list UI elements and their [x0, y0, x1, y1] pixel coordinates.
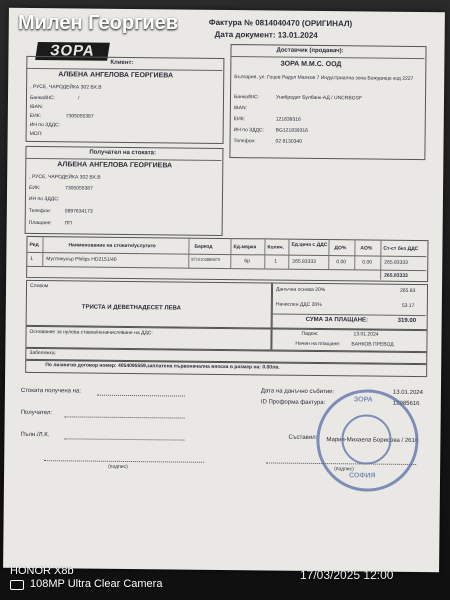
- supplier-vat-value: BG121839316: [275, 127, 308, 134]
- tax-base-value: 265.83: [399, 287, 416, 295]
- supplier-bank-label: Банка/BIC:: [233, 94, 260, 101]
- total-due-value: 319.00: [397, 317, 417, 325]
- stamp-top-text: ЗОРА: [353, 396, 373, 404]
- client-bank-label: Банка/BIC:: [29, 94, 56, 102]
- col-header-no: Ред: [29, 241, 39, 249]
- row-1-barcode: 8710103885870: [191, 256, 221, 262]
- amount-in-words: ТРИСТА И ДЕВЕТНАДЕСЕТ ЛЕВА: [81, 304, 181, 312]
- row-1-name: Мултикукър Philips HD2151/40: [46, 256, 117, 263]
- receiver-eik-label: ЕИК:: [29, 184, 41, 192]
- notes-label: Забележка:: [29, 349, 57, 357]
- supplier-phone-label: Телефон:: [233, 138, 256, 145]
- receiver-payment-label: Плащане:: [28, 219, 52, 227]
- row-1-ao: 0.00: [362, 259, 373, 266]
- receiver-payment-value: ПП: [64, 220, 72, 227]
- col-header-total: Ст-ст без ДДС: [383, 245, 419, 253]
- client-eik-label: ЕИК:: [29, 112, 42, 120]
- company-stamp: [316, 389, 419, 492]
- supplier-eik-label: ЕИК:: [233, 116, 246, 123]
- row-1-price: 265.83333: [292, 258, 316, 265]
- row-1-no: 1: [30, 255, 34, 262]
- receiver-heading: Получател на стоката:: [89, 149, 157, 157]
- payment-method-value: БАНКОВ ПРЕВОД: [351, 341, 394, 348]
- supplier-bank-value: УниКредит Булбанк-АД / UNCRBGSF: [275, 94, 363, 102]
- receiver-eik-value: 7305055387: [65, 185, 93, 192]
- receiver-vat-label: ИН по ЗДДС:: [28, 195, 60, 203]
- overlay-user-name: Милен Георгиев: [18, 12, 179, 34]
- col-header-qty: Колич.: [267, 244, 285, 251]
- zero-vat-label: Основание за нулева ставка/неначисляване на ДДС:: [29, 328, 153, 337]
- compiled-by-label: Съставил:: [288, 434, 318, 441]
- table-subtotal: 265.83333: [384, 272, 408, 279]
- client-mol-label: МОЛ:: [29, 130, 43, 138]
- supplier-name: ЗОРА М.М.С. ООД: [280, 60, 342, 69]
- compiled-by-value: Мария-Михаела Борисова / 2616: [326, 437, 419, 445]
- client-iban-label: IBAN:: [29, 103, 43, 111]
- proforma-value: 12985616: [392, 400, 420, 408]
- receiver-phone-value: 0897634173: [64, 208, 93, 215]
- client-eik-value: 7305055387: [65, 113, 94, 120]
- supplier-address: България, ул. Гоцев Радул Малков 7 Индустриална зона Божурище код 2227: [234, 74, 414, 82]
- due-date-label: Падеж:: [301, 330, 319, 337]
- col-header-ao: АО%: [360, 245, 373, 252]
- words-label: Словом: [30, 282, 49, 290]
- stamp-bottom-text: СОФИЯ: [349, 472, 376, 480]
- receiver-address: , РУСЕ, ЧАРОДЕЙКА 302 ВХ.В: [29, 173, 101, 181]
- signature-label-left: (подпис): [108, 463, 128, 471]
- tax-event-label: Дата на данъчно събитие:: [260, 388, 335, 396]
- client-vat-label: ИН по ЗДДС:: [29, 121, 61, 129]
- client-heading: Клиент:: [110, 59, 134, 67]
- row-1-unit: бр: [244, 258, 250, 265]
- camera-brand-watermark: HONOR X8b: [10, 565, 74, 577]
- row-1-qty: 1: [274, 258, 278, 265]
- goods-received-label: Стоката получена на:: [20, 387, 82, 395]
- supplier-heading: Доставчик (продавач):: [276, 47, 344, 55]
- col-header-price: Ед.цена с ДДС: [291, 241, 328, 249]
- client-address: , РУСЕ, ЧАРОДЕЙКА 302 ВХ.В: [30, 83, 102, 91]
- photo-datetime-watermark: 17/03/2025 12:00: [300, 568, 394, 582]
- col-header-do: ДО%: [334, 245, 347, 252]
- recipient-label: Получател:: [20, 409, 53, 417]
- payment-method-label: Начин на плащане:: [295, 340, 341, 348]
- due-date-value: 13.01.2024: [353, 331, 379, 338]
- receiver-name: АЛБЕНА АНГЕЛОВА ГЕОРГИЕВА: [57, 161, 173, 170]
- tax-event-value: 13.01.2024: [392, 389, 423, 397]
- receiver-phone-label: Телефон:: [28, 207, 51, 215]
- authorization-label: Пълн./Л.К.: [20, 431, 50, 439]
- col-header-unit: Ед.мярка: [233, 244, 257, 251]
- camera-model-watermark: 108MP Ultra Clear Camera: [30, 578, 163, 590]
- invoice-document: [3, 8, 445, 573]
- row-1-total: 265.83333: [384, 259, 408, 266]
- client-bank-value: /: [77, 95, 80, 102]
- row-1-do: 0.00: [336, 259, 347, 266]
- supplier-phone-value: 02 8130340: [275, 138, 303, 145]
- supplier-eik-value: 121839316: [275, 116, 301, 123]
- proforma-label: ID Проформа фактура:: [260, 399, 326, 407]
- supplier-iban-label: IBAN:: [233, 105, 247, 112]
- supplier-vat-label: ИН по ЗДДС:: [233, 127, 264, 134]
- col-header-barcode: Баркод: [194, 243, 213, 250]
- invoice-number: Фактура № 0814040470 (ОРИГИНАЛ): [208, 17, 353, 29]
- vat-label: Начислен ДДС 20%: [275, 301, 322, 309]
- amount-in-words-box: [26, 280, 272, 329]
- col-header-name: Наименование на стоките/услугите: [68, 242, 156, 250]
- client-name: АЛБЕНА АНГЕЛОВА ГЕОРГИЕВА: [58, 71, 174, 80]
- leasing-note: По лизингов договор номер: 4054095559,заплатена първоначална вноска в размер на: 0.00лв.: [45, 362, 280, 371]
- total-due-label: СУМА ЗА ПЛАЩАНЕ:: [305, 316, 369, 324]
- signature-label-right: (подпис): [334, 466, 354, 473]
- tax-base-label: Данъчна основа 20%: [275, 286, 326, 294]
- company-logo: ЗОРА: [35, 42, 110, 61]
- vat-value: 53.17: [401, 302, 415, 309]
- camera-icon: [10, 580, 24, 590]
- document-date: Дата документ: 13.01.2024: [214, 29, 318, 40]
